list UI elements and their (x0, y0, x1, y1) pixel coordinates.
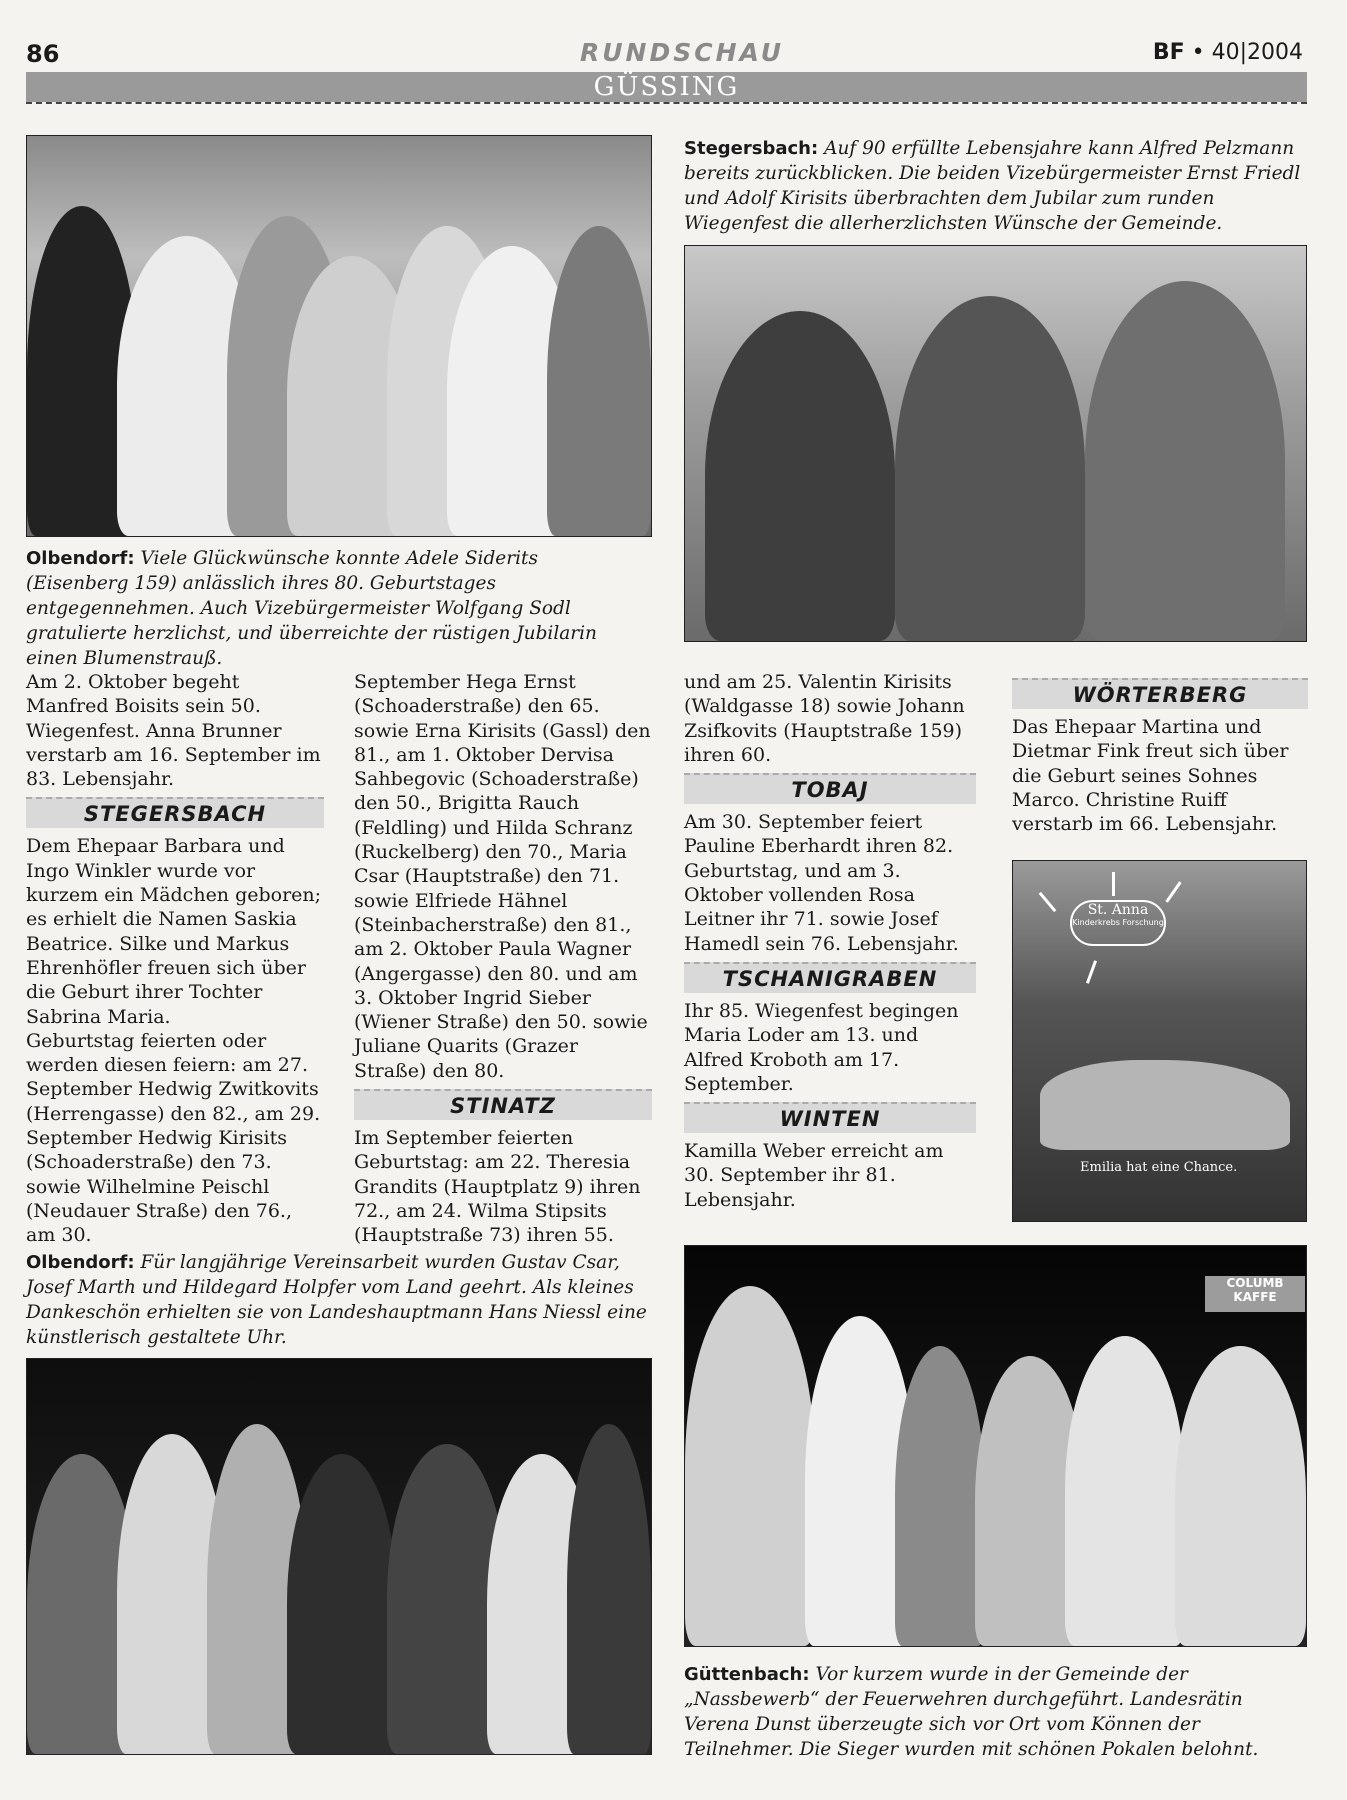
heading-stegersbach: STEGERSBACH (26, 797, 324, 828)
caption-guettenbach (684, 1662, 1308, 1762)
photo-stegersbach-jubilee (684, 245, 1307, 642)
caption-text: Viele Glückwünsche konnte Adele Siderits (Eisenberg 159) anlässlich ihres 80. Geburtstages entgegennehmen. Auch Vizebürgermeister Wolfgang Sodl gratulierte herzlichst, und überreichte der rüstigen Jubilarin einen Blumenstrauß. (26, 548, 597, 669)
caption-olbendorf-honors (26, 1250, 650, 1350)
page-number: 86 (26, 40, 60, 68)
issue-info (1153, 40, 1303, 65)
header-divider (26, 102, 1307, 104)
caption-text: Für langjährige Vereinsarbeit wurden Gustav Csar, Josef Marth und Hildegard Holpfer vom Land geehrt. Als kleines Dankeschön erhielten sie von Landeshauptmann Hans Niessl eine künstlerisch gestaltete Uhr. (26, 1252, 647, 1348)
column3-body1: und am 25. Valentin Kirisits (Waldgasse 18) sowie Johann Zsifkovits (Hauptstraße 159) ihren 60. (684, 671, 965, 766)
column-2 (354, 670, 652, 1248)
column2-body2: Im September feierten Geburtstag: am 22. Theresia Grandits (Hauptplatz 9) ihren 72., am 24. Wilma Stipsits (Hauptstraße 73) ihren 55. (354, 1127, 641, 1247)
logo-line1: St. Anna (1087, 902, 1149, 918)
caption-place: Olbendorf: (26, 548, 135, 569)
heading-tschanigraben: TSCHANIGRABEN (684, 962, 976, 993)
column1-intro: Am 2. Oktober begeht Manfred Boisits sein 50. Wiegenfest. Anna Brunner verstarb am 16. September im 83. Lebensjahr. (26, 671, 321, 791)
ad-slogan: Emilia hat eine Chance. (1080, 1160, 1238, 1175)
separator: • (1191, 40, 1205, 65)
caption-place: Olbendorf: (26, 1252, 135, 1273)
column-1 (26, 670, 324, 1248)
caption-text: Vor kurzem wurde in der Gemeinde der „Nassbewerb“ der Feuerwehren durchgeführt. Landesrätin Verena Dunst überzeugte sich vor Ort vom Können der Teilnehmer. Die Sieger wurden mit schönen Pokalen belohnt. (684, 1664, 1259, 1760)
column-3 (684, 670, 976, 1212)
ad-child-figure (1040, 1060, 1290, 1150)
st-anna-logo (1070, 900, 1166, 946)
caption-olbendorf-birthday (26, 546, 646, 671)
column1-body1: Dem Ehepaar Barbara und Ingo Winkler wurde vor kurzem ein Mädchen geboren; es erhielt die Namen Saskia Beatrice. Silke und Markus Ehrenhöfler freuen sich über die Geburt ihrer Tochter Sabrina Maria. (26, 835, 322, 1028)
heading-winten: WINTEN (684, 1102, 976, 1133)
section-title: RUNDSCHAU (580, 38, 785, 67)
caption-stegersbach (684, 136, 1308, 236)
heading-tobaj: TOBAJ (684, 773, 976, 804)
paper-name: BF (1152, 40, 1185, 65)
region-title: GÜSSING (593, 72, 740, 102)
heading-stinatz: STINATZ (354, 1089, 652, 1120)
photo-olbendorf-birthday (26, 135, 652, 537)
column3-body3: Ihr 85. Wiegenfest begingen Maria Loder am 13. und Alfred Kroboth am 17. September. (684, 999, 959, 1095)
caption-text: Auf 90 erfüllte Lebensjahre kann Alfred Pelzmann bereits zurückblicken. Die beiden Vizebürgermeister Ernst Friedl und Adolf Kirisits überbrachten dem Jubilar zum runden Wiegenfest die allerherzlichsten Wünsche der Gemeinde. (684, 138, 1301, 234)
column3-body4: Kamilla Weber erreicht am 30. September ihr 81. Lebensjahr. (684, 1140, 944, 1211)
sun-ray (1112, 872, 1115, 896)
photo-guettenbach-firefighters (684, 1245, 1307, 1647)
caption-place: Güttenbach: (684, 1664, 810, 1685)
caption-place: Stegersbach: (684, 138, 819, 159)
photo-olbendorf-honors (26, 1358, 652, 1755)
issue-number: 40|2004 (1211, 40, 1303, 65)
column2-body1: September Hega Ernst (Schoaderstraße) den 65. sowie Erna Kirisits (Gassl) den 81., am 1. Oktober Dervisa Sahbegovic (Schoaderstraße) den 50., Brigitta Rauch (Feldling) und Hilda Schranz (Ruckelberg) den 70., Maria Csar (Hauptstraße) den 71. sowie Elfriede Hähnel (Steinbacherstraße) den 81., am 2. Oktober Paula Wagner (Angergasse) den 80. und am 3. Oktober Ingrid Sieber (Wiener Straße) den 50. sowie Juliane Quarits (Grazer Straße) den 80. (354, 671, 651, 1082)
column3-body2: Am 30. September feiert Pauline Eberhardt ihren 82. Geburtstag, und am 3. Oktober vollenden Rosa Leitner ihr 71. sowie Josef Hamedl sein 76. Lebensjahr. (684, 811, 959, 955)
umbrella-sign: COLUMB KAFFE (1205, 1276, 1305, 1312)
column4-body: Das Ehepaar Martina und Dietmar Fink freut sich über die Geburt seines Sohnes Marco. Christine Ruiff verstarb im 66. Lebensjahr. (1012, 716, 1289, 836)
column-4 (1012, 678, 1308, 836)
logo-line2: Kinderkrebs Forschung (1072, 918, 1164, 927)
heading-woerterberg: WÖRTERBERG (1012, 678, 1308, 709)
column1-body2: Geburtstag feierten oder werden diesen feiern: am 27. September Hedwig Zwitkovits (Herrengasse) den 82., am 29. September Hedwig Kirisits (Schoaderstraße) den 73. sowie Wilhelmine Peischl (Neudauer Straße) den 76., am 30. (26, 1029, 321, 1247)
